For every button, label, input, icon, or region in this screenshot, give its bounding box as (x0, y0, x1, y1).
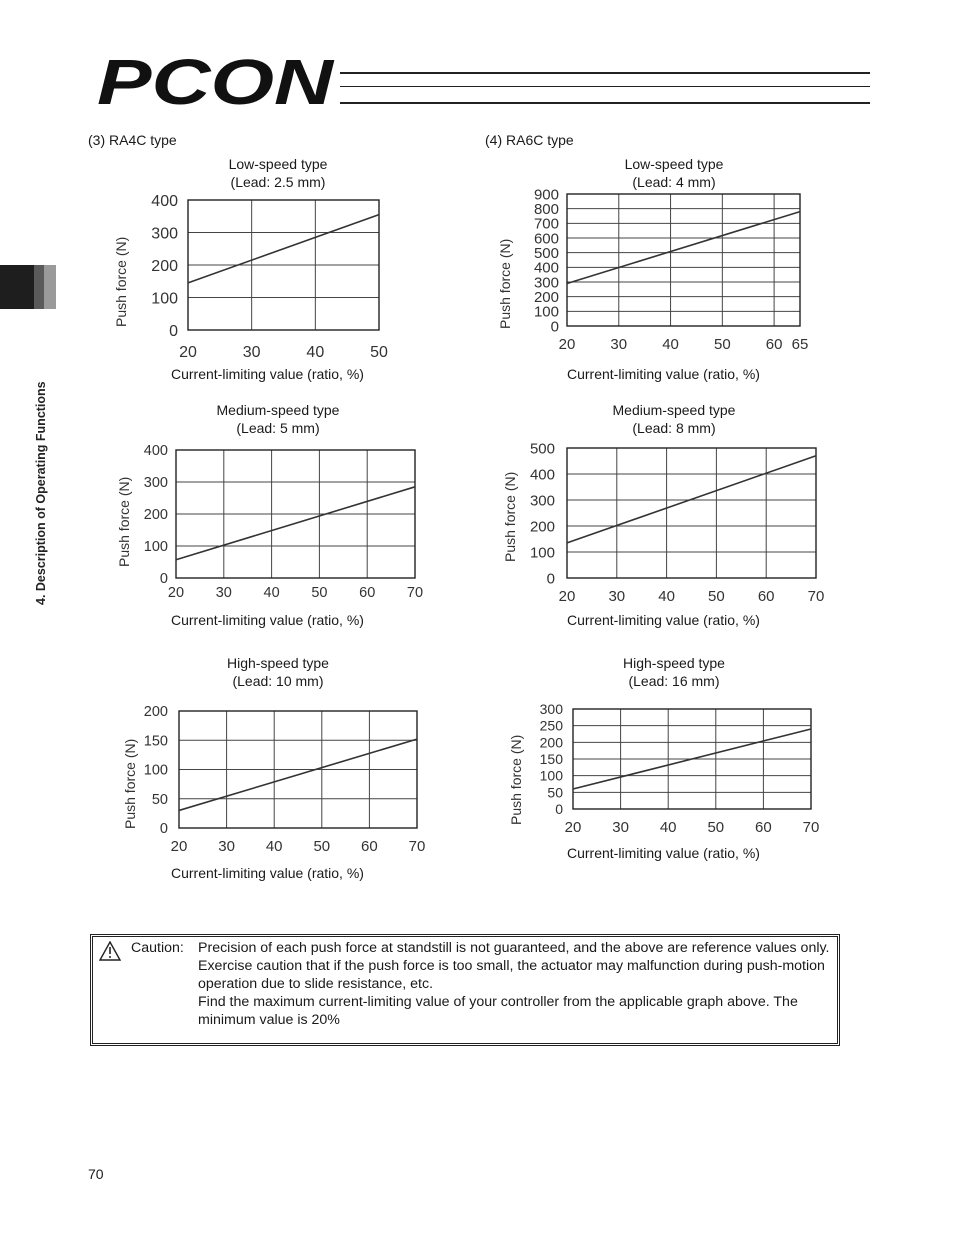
y-axis-label: Push force (N) (497, 238, 513, 329)
x-tick-label: 20 (179, 344, 197, 361)
y-tick-label: 600 (533, 230, 559, 248)
x-tick-label: 30 (608, 588, 626, 605)
y-tick-label: 400 (533, 259, 559, 277)
chart-title: High-speed type (Lead: 10 mm) (227, 655, 329, 689)
y-tick-label: 250 (539, 717, 563, 734)
x-tick-label: 70 (408, 838, 426, 855)
x-tick-label: 65 (791, 336, 809, 353)
y-tick-label: 0 (555, 801, 563, 818)
y-tick-label: 800 (533, 201, 559, 219)
page-number: 70 (88, 1166, 104, 1182)
x-tick-label: 50 (370, 344, 388, 361)
y-tick-label: 100 (539, 767, 563, 784)
y-tick-label: 300 (529, 492, 555, 510)
x-tick-label: 40 (265, 838, 283, 855)
x-tick-label: 50 (311, 585, 328, 601)
y-tick-label: 300 (143, 475, 168, 492)
caution-line: Exercise caution that if the push force is too small, the actuator may malfunction during push-motion operation due to slide resistance, etc. (198, 958, 825, 992)
x-tick-label: 70 (406, 585, 424, 601)
chapter-side-label: 4. Description of Operating Functions (34, 381, 48, 605)
y-tick-label: 400 (151, 192, 178, 210)
y-tick-label: 100 (533, 303, 559, 321)
caution-line: Precision of each push force at standstill is not guaranteed, and the above are reference values only. (198, 940, 830, 956)
y-tick-label: 500 (529, 440, 555, 458)
caution-box (90, 934, 840, 1046)
x-tick-label: 30 (242, 344, 261, 361)
y-tick-label: 300 (539, 701, 563, 718)
y-tick-label: 150 (539, 751, 563, 768)
y-tick-label: 100 (143, 539, 168, 556)
x-tick-label: 20 (167, 585, 185, 601)
y-tick-label: 100 (529, 544, 555, 562)
y-tick-label: 300 (151, 225, 178, 243)
y-tick-label: 0 (159, 571, 168, 588)
x-tick-label: 30 (612, 819, 629, 836)
section-label-ra4c: (3) RA4C type (88, 132, 177, 148)
y-tick-label: 0 (169, 322, 178, 340)
x-tick-label: 70 (802, 819, 820, 836)
y-tick-label: 400 (143, 443, 168, 460)
y-tick-label: 700 (533, 215, 559, 233)
x-tick-label: 20 (564, 819, 582, 836)
y-tick-label: 200 (529, 518, 555, 536)
y-tick-label: 100 (143, 762, 168, 779)
x-axis-label: Current-limiting value (ratio, %) (171, 865, 364, 881)
y-tick-label: 0 (550, 318, 559, 336)
x-tick-label: 20 (558, 588, 576, 605)
x-axis-label: Current-limiting value (ratio, %) (171, 366, 364, 382)
y-tick-label: 300 (533, 274, 559, 292)
x-tick-label: 40 (263, 585, 280, 601)
y-tick-label: 200 (143, 704, 168, 721)
x-tick-label: 60 (765, 336, 783, 353)
chart-title: Medium-speed type (Lead: 5 mm) (216, 402, 340, 436)
x-tick-label: 70 (807, 588, 825, 605)
x-tick-label: 50 (708, 588, 725, 605)
x-tick-label: 60 (361, 838, 378, 855)
y-tick-label: 200 (151, 257, 178, 275)
x-tick-label: 20 (170, 838, 188, 855)
chart-title: High-speed type (Lead: 16 mm) (623, 655, 725, 689)
x-tick-label: 40 (659, 819, 677, 836)
caution-line: Find the maximum current-limiting value of your controller from the applicable graph above. The minimum value is 20% (198, 994, 798, 1028)
x-tick-label: 20 (558, 336, 576, 353)
y-tick-label: 200 (533, 289, 559, 307)
chart-title: Medium-speed type (Lead: 8 mm) (612, 402, 736, 436)
x-tick-label: 50 (707, 819, 725, 836)
x-tick-label: 60 (755, 819, 772, 836)
y-tick-label: 50 (547, 784, 563, 801)
x-axis-label: Current-limiting value (ratio, %) (567, 612, 760, 628)
x-tick-label: 30 (610, 336, 628, 353)
x-tick-label: 60 (757, 588, 775, 605)
x-tick-label: 30 (215, 585, 232, 601)
x-axis-label: Current-limiting value (ratio, %) (567, 366, 760, 382)
warning-triangle-icon (99, 941, 121, 961)
y-tick-label: 0 (159, 821, 168, 838)
x-tick-label: 50 (313, 838, 331, 855)
y-axis-label: Push force (N) (502, 471, 518, 562)
x-tick-label: 40 (306, 344, 325, 361)
y-tick-label: 50 (151, 791, 168, 808)
x-tick-label: 60 (359, 585, 376, 601)
x-axis-label: Current-limiting value (ratio, %) (567, 845, 760, 861)
caution-text (198, 939, 838, 1029)
section-label-ra6c: (4) RA6C type (485, 132, 574, 148)
x-tick-label: 30 (218, 838, 235, 855)
x-axis-label: Current-limiting value (ratio, %) (171, 612, 364, 628)
caution-label: Caution: (131, 940, 184, 956)
y-tick-label: 200 (143, 507, 168, 524)
y-axis-label: Push force (N) (113, 236, 129, 327)
x-tick-label: 50 (713, 336, 731, 353)
chart-title: Low-speed type (Lead: 2.5 mm) (228, 156, 328, 190)
y-tick-label: 0 (546, 570, 555, 588)
svg-text:PCON: PCON (97, 56, 336, 110)
y-tick-label: 500 (533, 245, 559, 263)
y-axis-label: Push force (N) (508, 734, 524, 825)
x-tick-label: 40 (658, 588, 675, 605)
y-tick-label: 400 (529, 466, 555, 484)
y-tick-label: 200 (539, 734, 563, 751)
y-axis-label: Push force (N) (122, 738, 138, 829)
x-tick-label: 40 (662, 336, 679, 353)
y-tick-label: 900 (533, 186, 559, 204)
y-tick-label: 100 (151, 290, 178, 308)
y-tick-label: 150 (143, 733, 168, 750)
y-axis-label: Push force (N) (116, 476, 132, 567)
chart-title: Low-speed type (Lead: 4 mm) (624, 156, 724, 190)
